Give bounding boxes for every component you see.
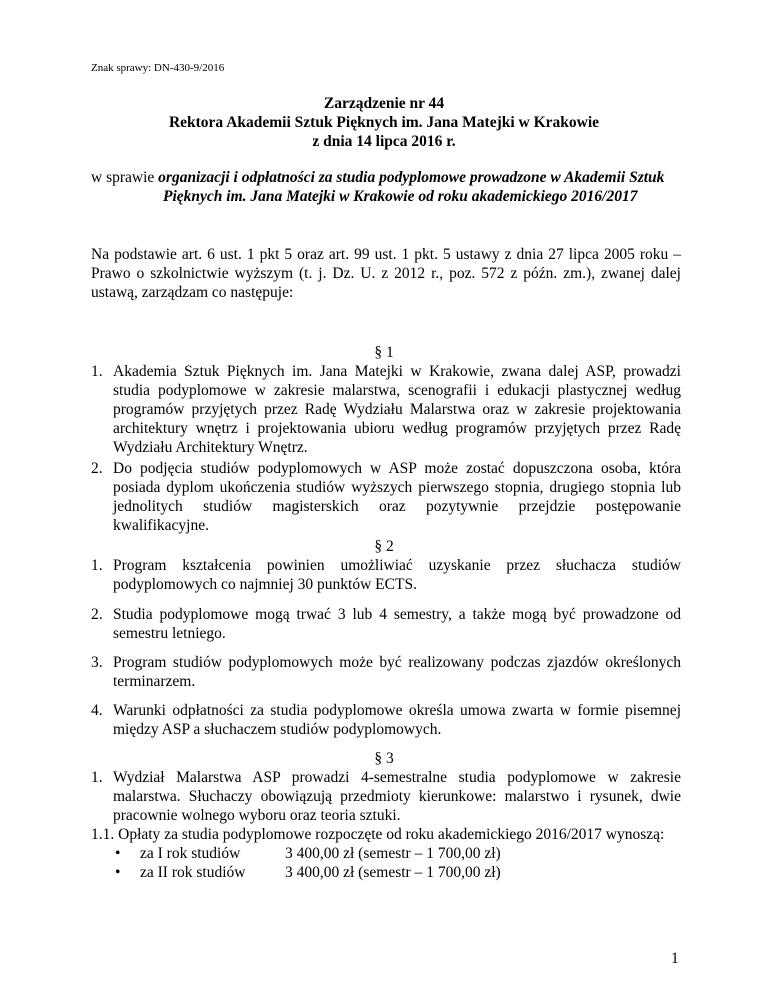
item-number: 1.1. — [91, 826, 115, 843]
section-heading-3: § 3 — [374, 750, 394, 767]
fee-row-year-2 — [115, 863, 615, 882]
item-line: Studia podyplomowe mogą trwać 3 lub 4 semestry, a także mogą być prowadzone od — [113, 606, 681, 623]
item-number: 2. — [91, 606, 103, 623]
item-line: terminarzem. — [113, 673, 196, 690]
item-line: pracownie wolnego wyboru oraz teoria sztuki. — [113, 807, 401, 824]
item-number: 1. — [91, 557, 103, 574]
item-line: malarstwa. Słuchaczy obowiązują przedmioty kierunkowe: malarstwo i rysunek, dwie — [113, 788, 681, 805]
bullet-icon: • — [115, 845, 121, 862]
item-line: architektury wnętrz i projektowania ubioru według programów przyjętych przez Radę — [113, 420, 681, 437]
item-line: Program studiów podyplomowych może być realizowany podczas zjazdów określonych — [113, 654, 681, 671]
item-number: 1. — [91, 363, 103, 380]
item-line: kwalifikacyjne. — [113, 517, 209, 534]
document-title — [0, 94, 768, 151]
section-2-item-3 — [91, 653, 681, 691]
fee-value: 3 400,00 zł (semestr – 1 700,00 zł) — [285, 864, 501, 881]
fee-label: za I rok studiów — [140, 845, 241, 862]
section-3-item-1-1 — [91, 825, 711, 844]
section-heading-1: § 1 — [374, 344, 394, 361]
title-line-1: Zarządzenie nr 44 — [323, 95, 445, 112]
subject-line-2: Pięknych im. Jana Matejki w Krakowie od roku akademickiego 2016/2017 — [163, 188, 638, 205]
item-line: semestru letniego. — [113, 625, 226, 642]
item-text: Opłaty za studia podyplomowe rozpoczęte od roku akademickiego 2016/2017 wynoszą: — [118, 826, 665, 843]
page-number: 1 — [671, 950, 679, 967]
item-line: Warunki odpłatności za studia podyplomowe określa umowa zwarta w formie pisemnej — [113, 702, 681, 719]
item-line: Akademia Sztuk Pięknych im. Jana Matejki w Krakowie, zwana dalej ASP, prowadzi — [113, 363, 681, 380]
section-3-item-1 — [91, 768, 681, 825]
fee-row-year-1 — [115, 844, 615, 863]
item-number: 3. — [91, 654, 103, 671]
section-2-item-2 — [91, 605, 681, 643]
section-1-item-2 — [91, 459, 681, 535]
subject — [91, 168, 681, 206]
section-1-item-1 — [91, 362, 681, 457]
item-line: podyplomowych co najmniej 30 punktów ECTS. — [113, 576, 417, 593]
preamble-line-2: Prawo o szkolnictwie wyższym (t. j. Dz. U. z 2012 r., poz. 572 z późn. zm.), zwanej dalej — [91, 265, 681, 282]
item-line: posiada dyplom ukończenia studiów wyższych pierwszego stopnia, drugiego stopnia lub — [113, 479, 681, 496]
item-line: programów przyjętych przez Radę Wydziału Malarstwa oraz w zakresie projektowania — [113, 401, 681, 418]
fee-label: za II rok studiów — [140, 864, 246, 881]
section-2-item-4 — [91, 701, 681, 739]
fee-value: 3 400,00 zł (semestr – 1 700,00 zł) — [285, 845, 501, 862]
title-line-2: Rektora Akademii Sztuk Pięknych im. Jana Matejki w Krakowie — [168, 114, 600, 131]
section-heading-2: § 2 — [374, 538, 394, 555]
item-line: Program kształcenia powinien umożliwiać uzyskanie przez słuchacza studiów — [113, 557, 681, 574]
section-2-item-1 — [91, 556, 681, 594]
subject-line-1: w sprawie organizacji i odpłatności za studia podyplomowe prowadzone w Akademii Sztuk — [91, 169, 665, 186]
item-line: jednolitych studiów magisterskich oraz pozytywnie przejdzie postępowanie — [113, 498, 681, 515]
item-line: między ASP a słuchaczem studiów podyplomowych. — [113, 721, 442, 738]
item-line: studia podyplomowe w zakresie malarstwa, scenografii i edukacji plastycznej według — [113, 382, 681, 399]
bullet-icon: • — [115, 864, 121, 881]
case-reference: Znak sprawy: DN-430-9/2016 — [91, 62, 225, 74]
item-line: Do podjęcia studiów podyplomowych w ASP może zostać dopuszczona osoba, która — [113, 460, 681, 477]
item-line: Wydziału Architektury Wnętrz. — [113, 439, 308, 456]
item-line: Wydział Malarstwa ASP prowadzi 4-semestralne studia podyplomowe w zakresie — [113, 769, 681, 786]
item-number: 4. — [91, 702, 103, 719]
item-number: 2. — [91, 460, 103, 477]
preamble — [91, 245, 681, 302]
item-number: 1. — [91, 769, 103, 786]
preamble-line-1: Na podstawie art. 6 ust. 1 pkt 5 oraz art. 99 ust. 1 pkt. 5 ustawy z dnia 27 lipca 2005 roku – — [91, 246, 681, 263]
title-line-3: z dnia 14 lipca 2016 r. — [312, 133, 456, 150]
preamble-line-3: ustawą, zarządzam co następuje: — [91, 284, 294, 301]
